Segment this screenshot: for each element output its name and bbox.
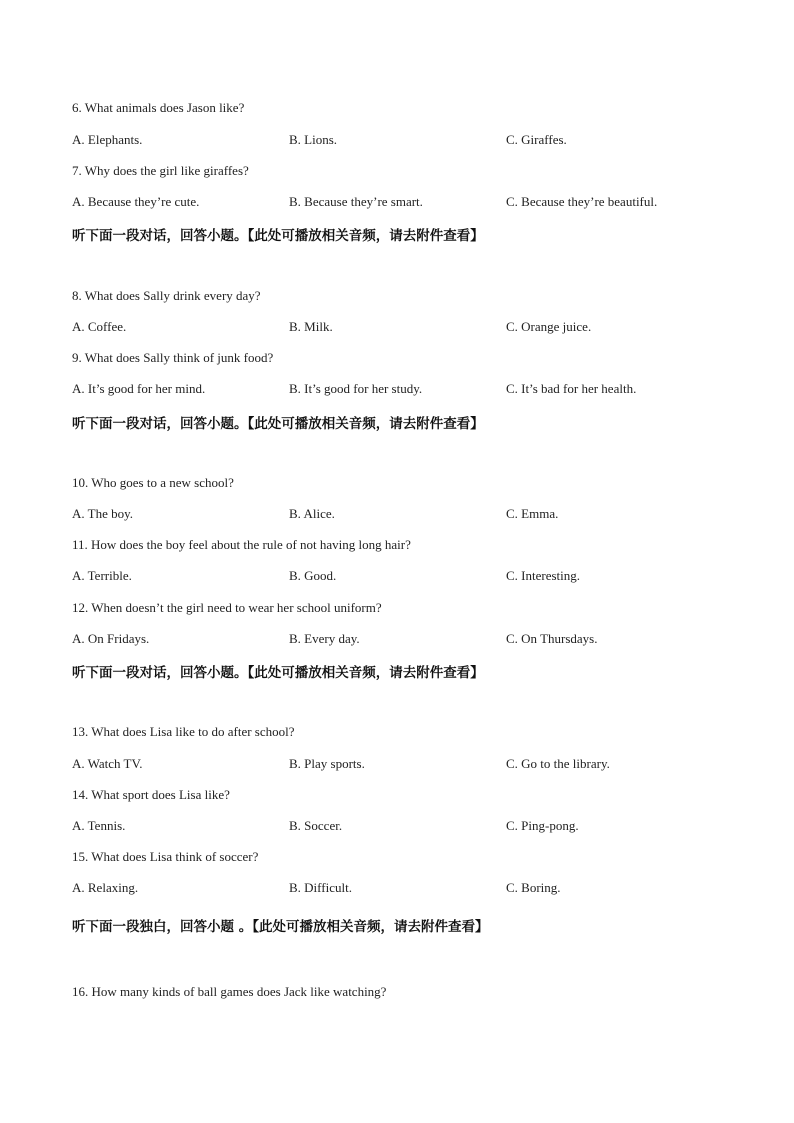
- q11-option-b: B. Good.: [289, 568, 337, 583]
- q9-option-c: C. It’s bad for her health.: [506, 381, 637, 396]
- question-13: 13. What does Lisa like to do after school?: [72, 724, 295, 739]
- q8-option-c: C. Orange juice.: [506, 319, 592, 334]
- q7-option-c: C. Because they’re beautiful.: [506, 194, 658, 209]
- q13-option-c: C. Go to the library.: [506, 756, 610, 771]
- q12-option-a: A. On Fridays.: [72, 631, 150, 646]
- q11-option-c: C. Interesting.: [506, 568, 581, 583]
- question-16: 16. How many kinds of ball games does Jack like watching?: [72, 984, 387, 999]
- question-10: 10. Who goes to a new school?: [72, 475, 234, 490]
- question-6: 6. What animals does Jason like?: [72, 100, 245, 115]
- question-7: 7. Why does the girl like giraffes?: [72, 163, 249, 178]
- question-12: 12. When doesn’t the girl need to wear her school uniform?: [72, 600, 382, 615]
- q6-option-c: C. Giraffes.: [506, 132, 567, 147]
- q6-option-b: B. Lions.: [289, 132, 338, 147]
- question-9: 9. What does Sally think of junk food?: [72, 350, 274, 365]
- q14-option-c: C. Ping-pong.: [506, 818, 579, 833]
- q11-option-a: A. Terrible.: [72, 568, 132, 583]
- q9-option-a: A. It’s good for her mind.: [72, 381, 206, 396]
- q13-option-b: B. Play sports.: [289, 756, 365, 771]
- audio-instruction-4: 听下面一段独白，回答小题 。【此处可播放相关音频，请去附件查看】: [72, 919, 489, 935]
- q10-option-a: A. The boy.: [72, 506, 134, 521]
- q10-option-b: B. Alice.: [289, 506, 335, 521]
- audio-instruction-3: 听下面一段对话，回答小题。【此处可播放相关音频，请去附件查看】: [72, 665, 484, 681]
- question-8: 8. What does Sally drink every day?: [72, 288, 261, 303]
- q15-option-c: C. Boring.: [506, 880, 561, 895]
- q12-option-b: B. Every day.: [289, 631, 360, 646]
- question-11: 11. How does the boy feel about the rule of not having long hair?: [72, 537, 411, 552]
- q6-option-a: A. Elephants.: [72, 132, 143, 147]
- q8-option-b: B. Milk.: [289, 319, 333, 334]
- q8-option-a: A. Coffee.: [72, 319, 127, 334]
- question-14: 14. What sport does Lisa like?: [72, 787, 230, 802]
- question-15: 15. What does Lisa think of soccer?: [72, 849, 259, 864]
- q14-option-a: A. Tennis.: [72, 818, 126, 833]
- q15-option-b: B. Difficult.: [289, 880, 352, 895]
- audio-instruction-1: 听下面一段对话，回答小题。【此处可播放相关音频，请去附件查看】: [72, 228, 484, 244]
- q13-option-a: A. Watch TV.: [72, 756, 143, 771]
- q7-option-b: B. Because they’re smart.: [289, 194, 423, 209]
- q14-option-b: B. Soccer.: [289, 818, 343, 833]
- q10-option-c: C. Emma.: [506, 506, 559, 521]
- q15-option-a: A. Relaxing.: [72, 880, 139, 895]
- q7-option-a: A. Because they’re cute.: [72, 194, 200, 209]
- q9-option-b: B. It’s good for her study.: [289, 381, 423, 396]
- q12-option-c: C. On Thursdays.: [506, 631, 598, 646]
- audio-instruction-2: 听下面一段对话，回答小题。【此处可播放相关音频，请去附件查看】: [72, 416, 484, 432]
